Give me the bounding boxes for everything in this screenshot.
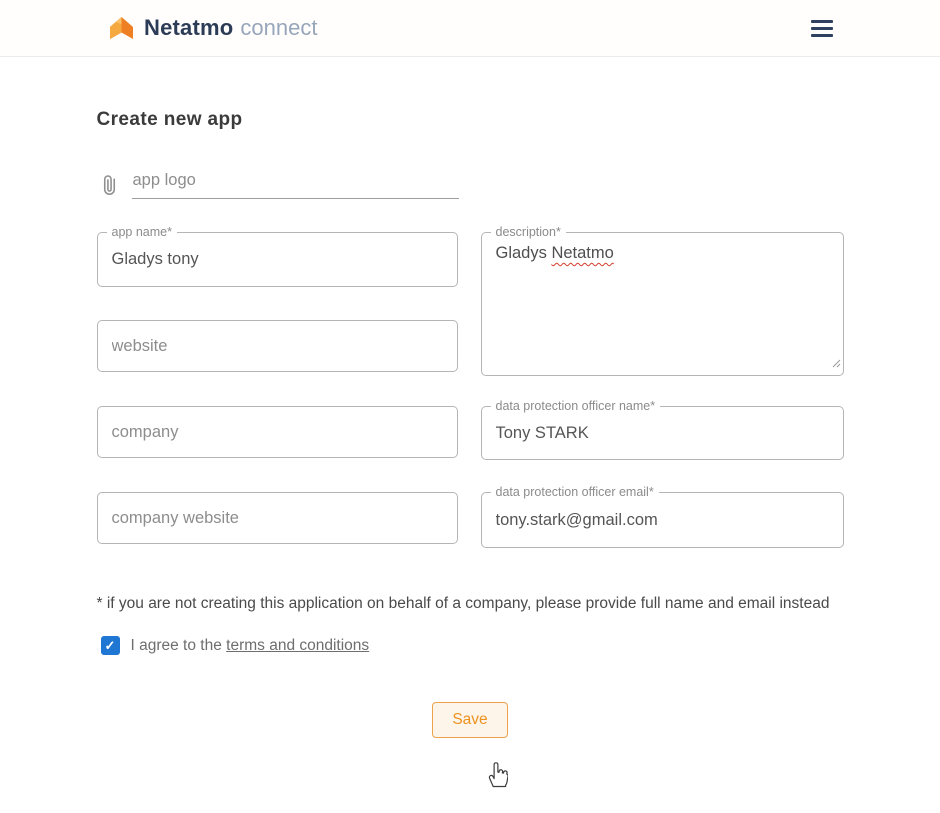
create-app-form (97, 109, 844, 738)
hand-pointer-cursor (486, 760, 508, 793)
form-note: * if you are not creating this application on behalf of a company, please provide full name and email instead (96, 595, 830, 612)
netatmo-house-icon (108, 15, 135, 41)
dpo-name-input[interactable] (482, 407, 843, 459)
brand-logo[interactable] (108, 15, 317, 41)
app-name-field (97, 225, 458, 287)
fields-grid (97, 225, 844, 548)
app-name-input[interactable] (98, 233, 457, 286)
resize-handle-icon[interactable] (831, 355, 841, 373)
brand-suffix: connect (240, 15, 318, 40)
left-column (97, 225, 458, 548)
description-value: Gladys (495, 244, 552, 262)
paperclip-icon (100, 174, 119, 196)
hamburger-icon (811, 20, 833, 23)
website-field (97, 320, 458, 372)
company-website-field (97, 492, 458, 544)
company-field (97, 406, 458, 458)
agreement-text: I agree to the terms and conditions (130, 636, 370, 654)
company-input[interactable] (98, 407, 457, 457)
app-logo-input[interactable] (132, 171, 459, 199)
description-label: description* (491, 225, 566, 240)
dpo-email-field (481, 485, 844, 548)
description-field (481, 225, 844, 376)
terms-checkbox[interactable]: ✓ (101, 636, 120, 655)
brand-name: Netatmo (144, 15, 234, 40)
app-name-label: app name* (107, 225, 177, 240)
page-title: Create new app (96, 109, 243, 130)
menu-button[interactable] (811, 16, 833, 41)
dpo-email-label: data protection officer email* (491, 485, 659, 500)
save-button[interactable]: Save (432, 702, 507, 738)
dpo-name-label: data protection officer name* (491, 399, 661, 414)
right-column (481, 225, 844, 548)
agreement-row (97, 636, 844, 655)
dpo-name-field (481, 399, 844, 460)
company-website-input[interactable] (98, 493, 457, 543)
header (0, 0, 940, 57)
app-logo-row (97, 171, 844, 199)
misspelled-word: Netatmo (551, 244, 614, 262)
description-textarea[interactable] (482, 233, 843, 375)
terms-link[interactable]: terms and conditions (226, 636, 370, 654)
website-input[interactable] (98, 321, 457, 371)
dpo-email-input[interactable] (482, 493, 843, 547)
save-row (97, 702, 844, 738)
